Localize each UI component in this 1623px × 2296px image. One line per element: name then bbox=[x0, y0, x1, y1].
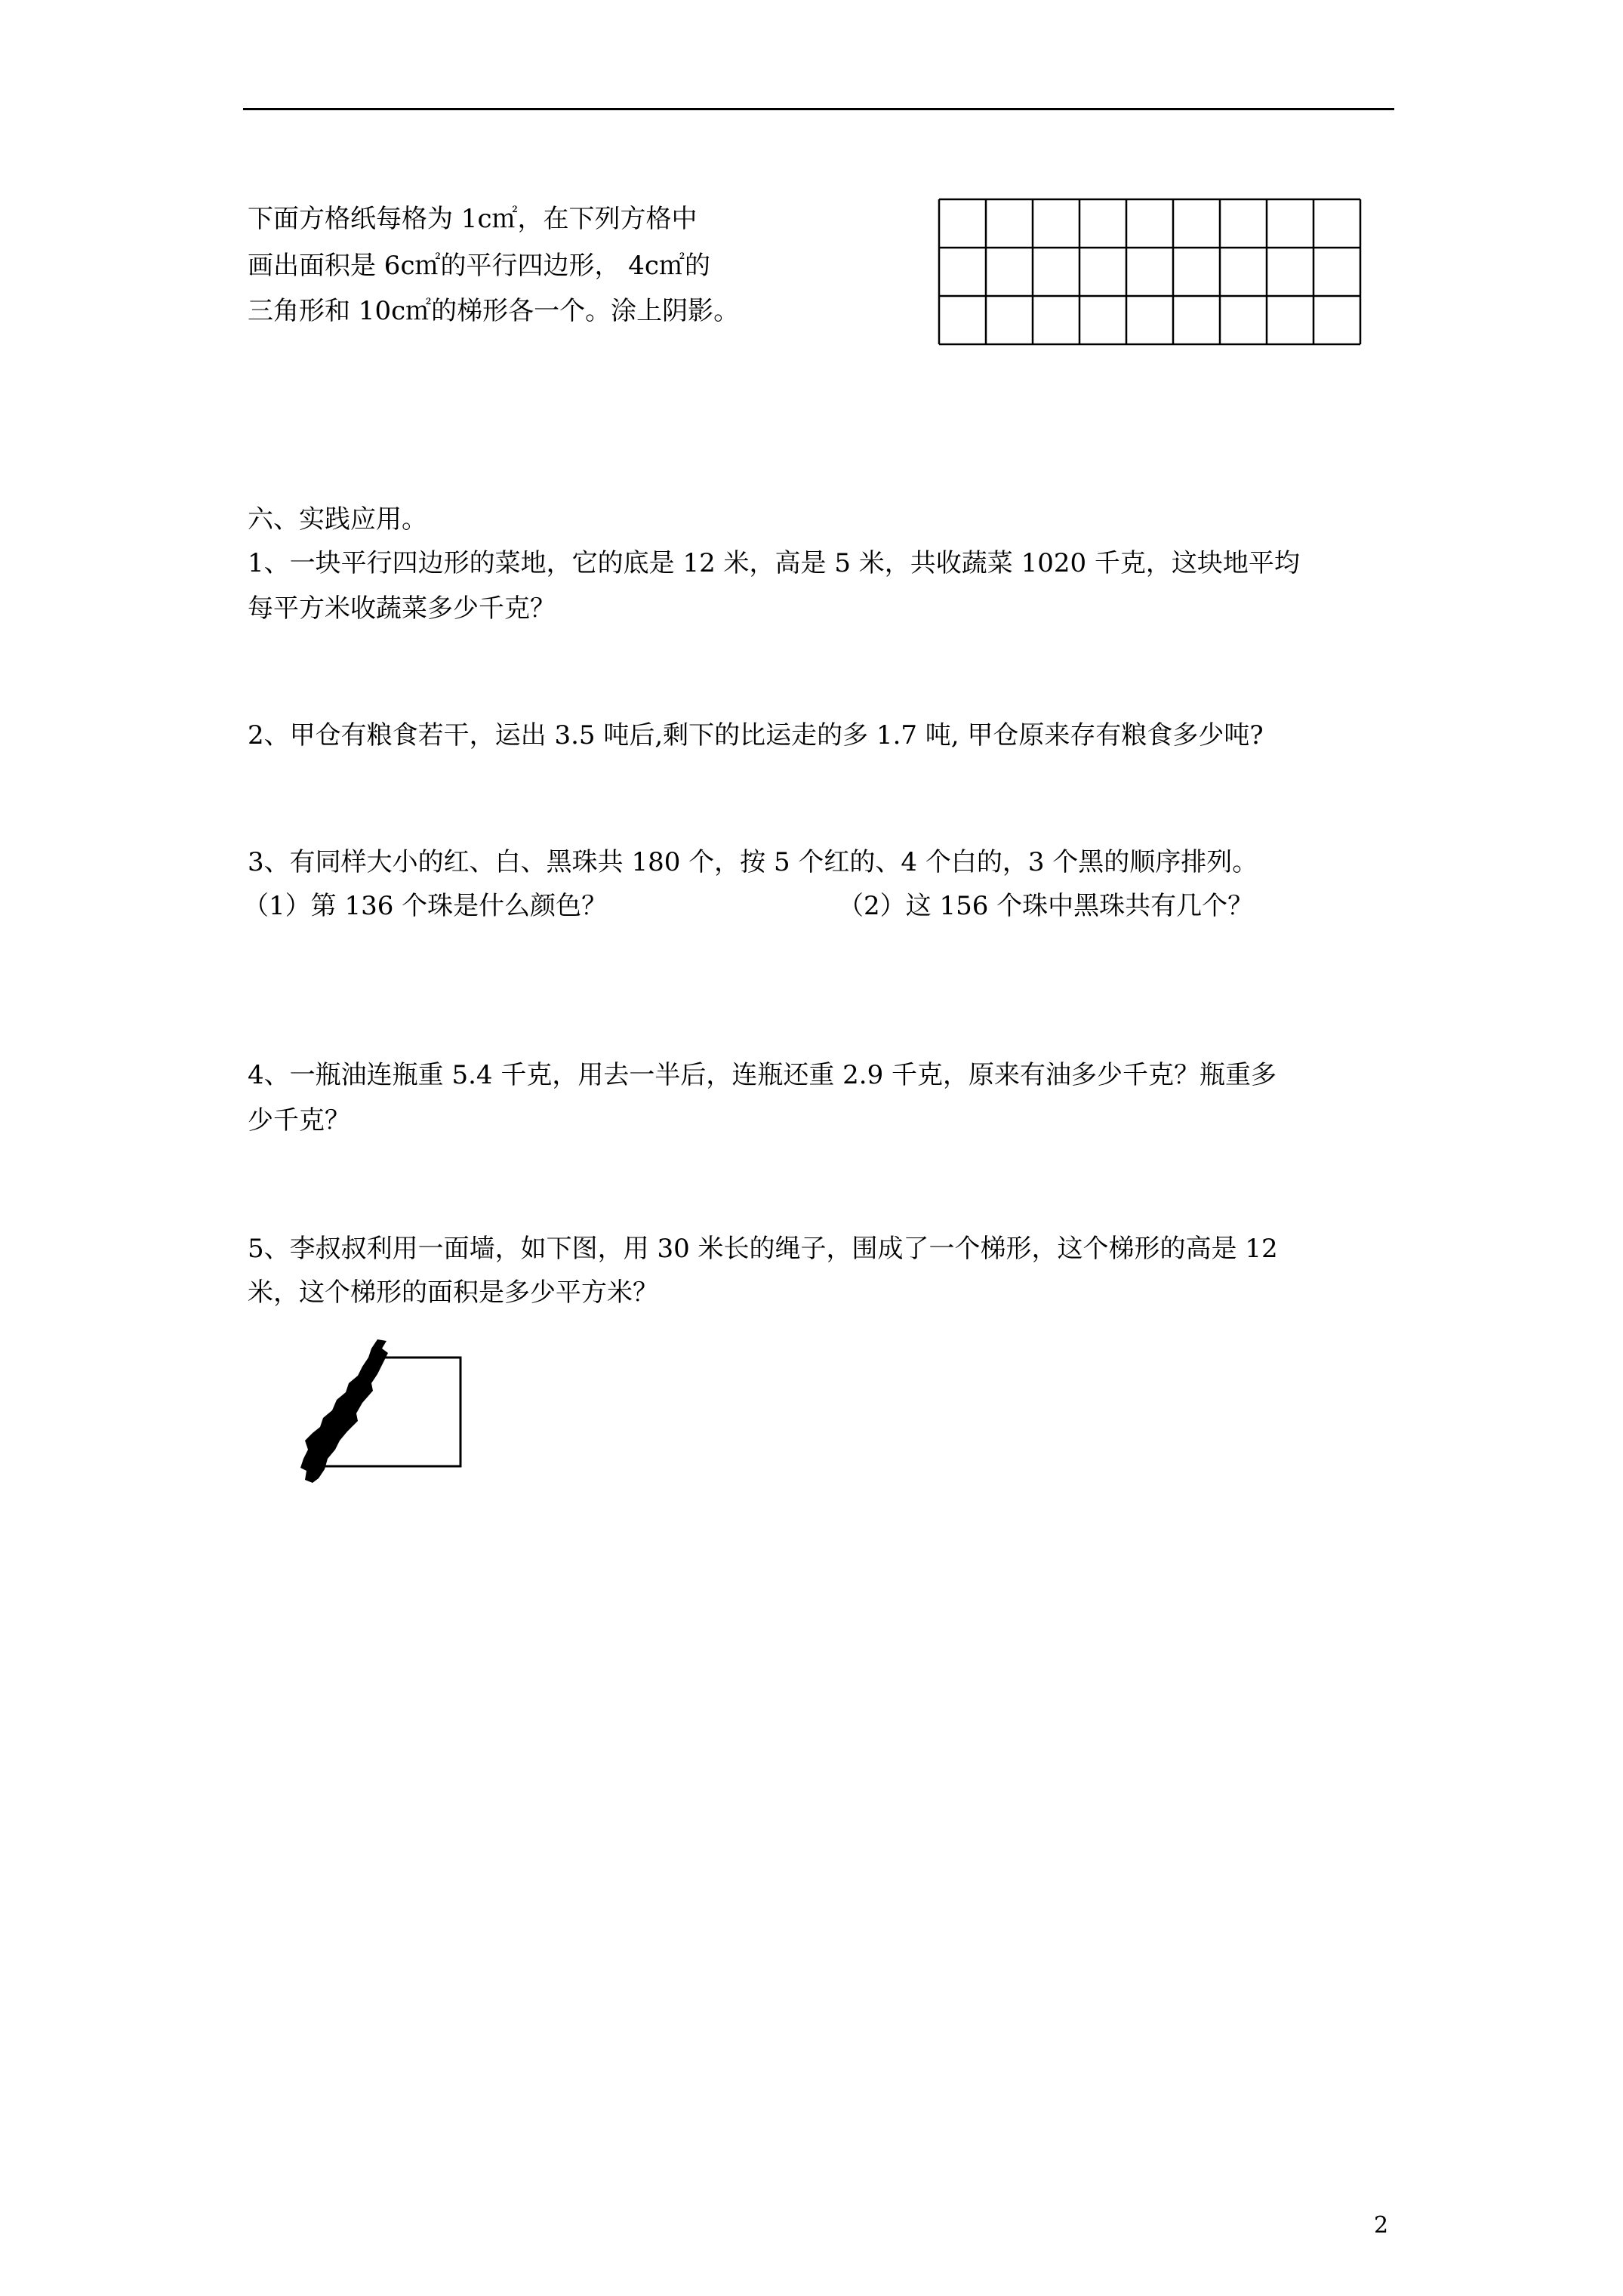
grid-exercise-line-2: 画出面积是 6c㎡的平行四边形， 4c㎡的 bbox=[248, 251, 710, 281]
question-1-line-2: 每平方米收蔬菜多少千克？ bbox=[248, 593, 556, 624]
question-5-line-2: 米，这个梯形的面积是多少平方米？ bbox=[248, 1277, 658, 1308]
question-1-line-1: 1、一块平行四边形的菜地，它的底是 12 米，高是 5 米，共收蔬菜 1020 千克，这块地平均 bbox=[248, 548, 1300, 578]
page-number: 2 bbox=[1374, 2212, 1389, 2239]
question-4-line-1: 4、一瓶油连瓶重 5.4 千克，用去一半后，连瓶还重 2.9 千克，原来有油多少千克？瓶重多 bbox=[248, 1060, 1277, 1090]
wall-shading bbox=[300, 1339, 388, 1483]
question-5-line-1: 5、李叔叔利用一面墙，如下图，用 30 米长的绳子，围成了一个梯形，这个梯形的高是 12 bbox=[248, 1234, 1278, 1264]
header-rule bbox=[243, 108, 1394, 110]
section-title: 六、实践应用。 bbox=[248, 504, 427, 535]
question-3-sub-2: （2）这 156 个珠中黑珠共有几个？ bbox=[838, 891, 1254, 921]
wall-trapezoid-diagram bbox=[293, 1335, 467, 1486]
square-grid-paper bbox=[938, 198, 1362, 347]
question-4-line-2: 少千克？ bbox=[248, 1105, 350, 1136]
question-3-line-1: 3、有同样大小的红、白、黑珠共 180 个，按 5 个红的、4 个白的，3 个黑的顺序排列。 bbox=[248, 847, 1258, 877]
grid-exercise-line-1: 下面方格纸每格为 1c㎡，在下列方格中 bbox=[248, 204, 698, 234]
grid-exercise-line-3: 三角形和 10c㎡的梯形各一个。涂上阴影。 bbox=[248, 296, 740, 326]
question-2-line-1: 2、甲仓有粮食若干，运出 3.5 吨后,剩下的比运走的多 1.7 吨, 甲仓原来存有粮食多少吨? bbox=[248, 720, 1264, 750]
question-3-sub-1: （1）第 136 个珠是什么颜色？ bbox=[243, 891, 608, 921]
